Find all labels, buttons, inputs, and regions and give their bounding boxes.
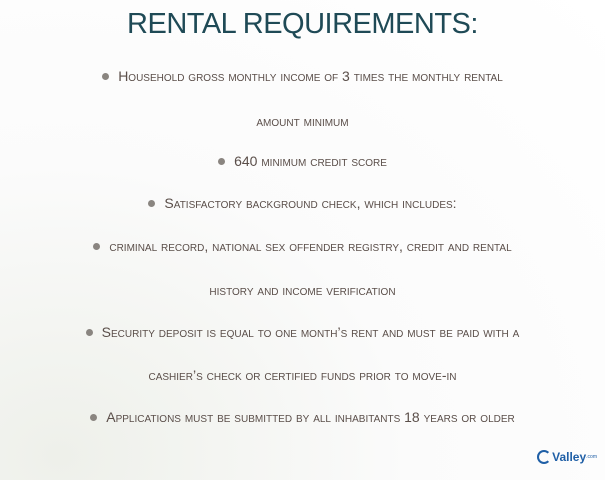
requirement-text: Household gross monthly income of 3 times the monthly rental bbox=[118, 68, 503, 84]
requirement-text: history and income verification bbox=[209, 282, 396, 298]
list-item-criminal-record-cont bbox=[0, 282, 605, 298]
valley-logo bbox=[537, 450, 597, 464]
page-title: RENTAL REQUIREMENTS: bbox=[127, 8, 478, 40]
list-item-security-deposit bbox=[0, 324, 605, 340]
requirement-text: Security deposit is equal to one month’s rent and must be paid with a bbox=[101, 324, 520, 340]
requirement-text: 640 minimum credit score bbox=[234, 153, 387, 169]
list-item-background-check bbox=[0, 195, 605, 211]
bullet-icon bbox=[90, 414, 97, 421]
list-item-credit-score bbox=[0, 153, 605, 169]
logo-suffix: .com bbox=[586, 454, 597, 460]
bullet-icon bbox=[86, 329, 93, 336]
list-item-applications bbox=[0, 409, 605, 425]
bullet-icon bbox=[93, 243, 100, 250]
requirement-text: Satisfactory background check, which includes: bbox=[164, 195, 457, 211]
bullet-icon bbox=[148, 200, 155, 207]
requirement-text: criminal record, national sex offender registry, credit and rental bbox=[109, 238, 512, 254]
bullet-icon bbox=[102, 73, 109, 80]
swoosh-icon bbox=[537, 450, 551, 464]
list-item-income-cont bbox=[0, 113, 605, 129]
list-item-security-deposit-cont bbox=[0, 367, 605, 383]
requirement-text: Applications must be submitted by all inhabitants 18 years or older bbox=[106, 409, 515, 425]
requirement-text: amount minimum bbox=[256, 113, 349, 129]
requirement-text: cashier’s check or certified funds prior to move-in bbox=[148, 367, 457, 383]
logo-text: Valley bbox=[552, 450, 587, 464]
list-item-income bbox=[0, 68, 605, 84]
bullet-icon bbox=[218, 158, 225, 165]
list-item-criminal-record bbox=[0, 238, 605, 254]
